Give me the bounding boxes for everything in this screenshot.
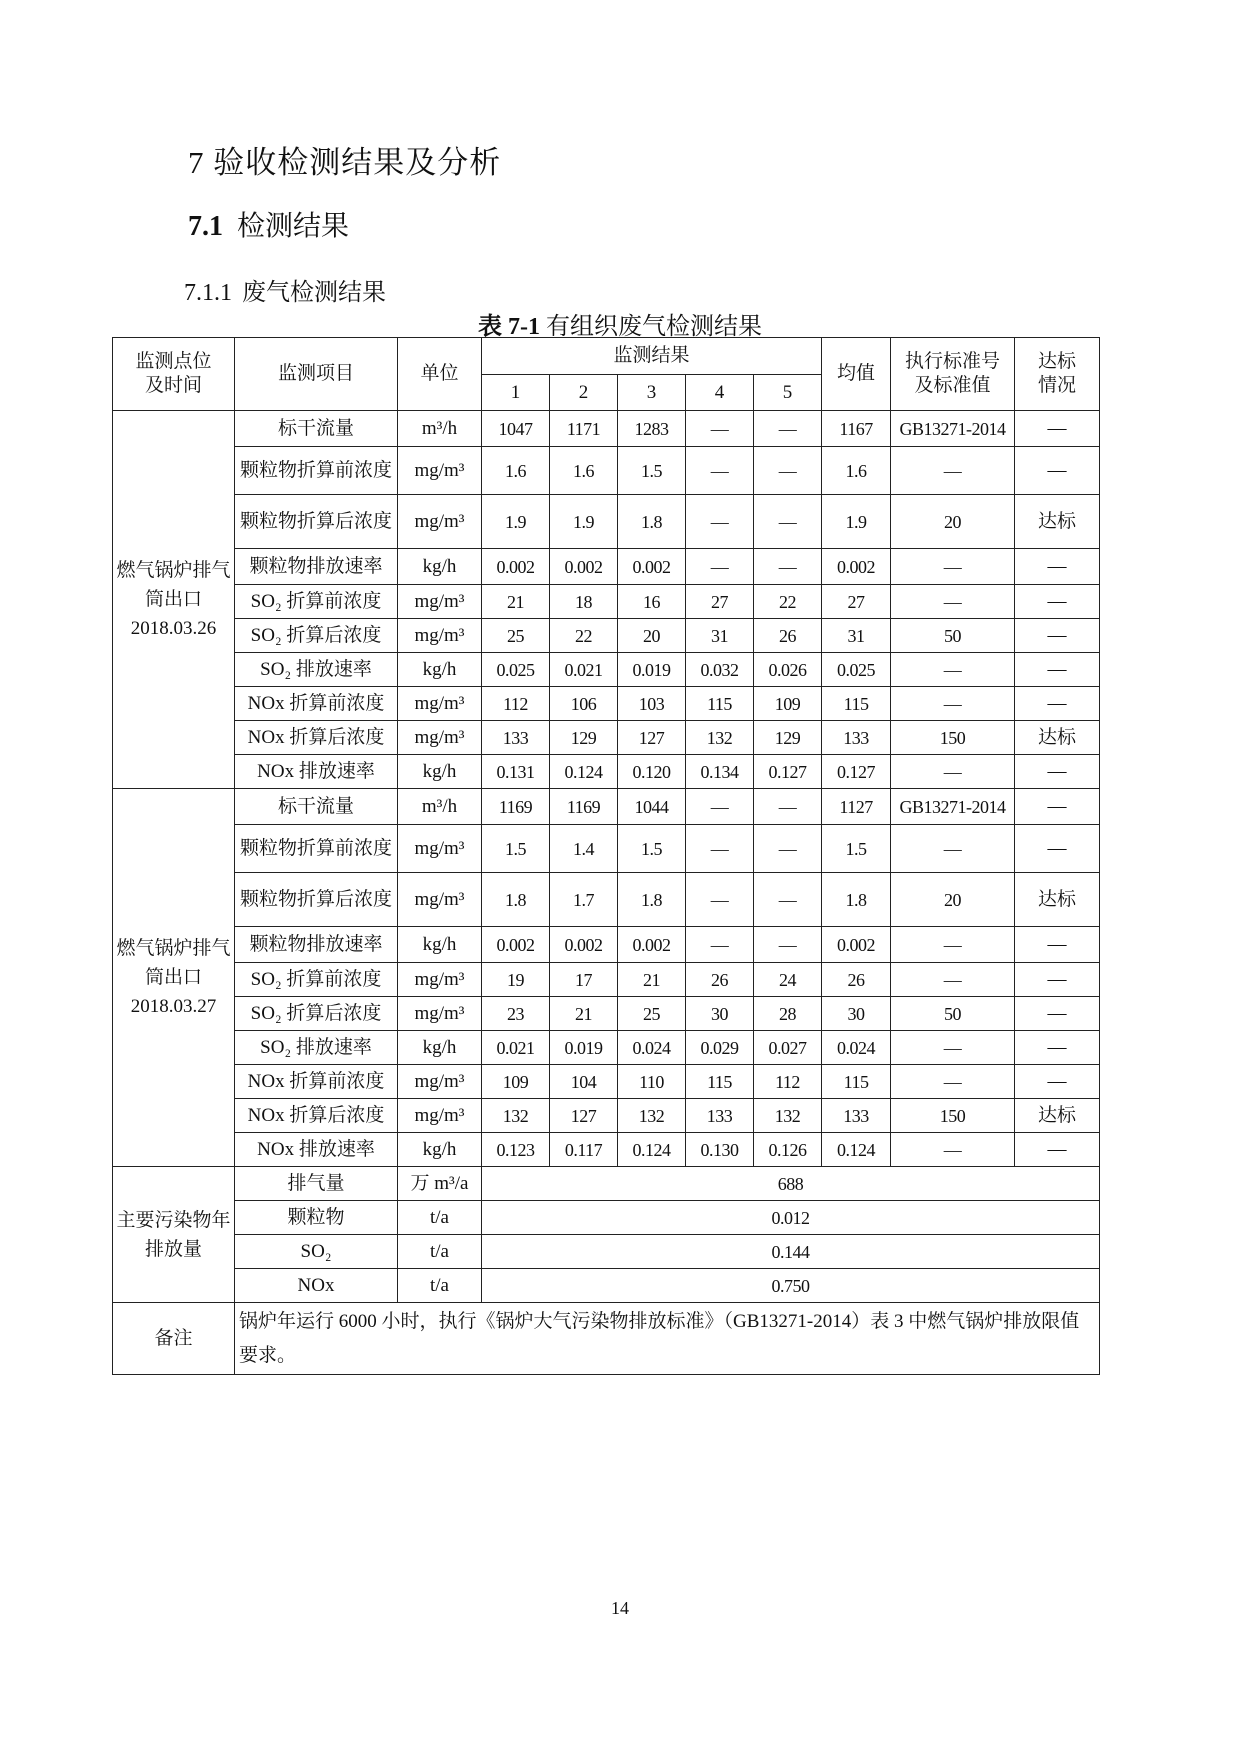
result-cell: 110 [618, 1065, 686, 1099]
result-cell: 0.032 [686, 653, 754, 687]
item-cell: SO₂ 排放速率 [235, 1031, 398, 1065]
result-cell: 0.002 [618, 927, 686, 963]
table-row [113, 411, 1100, 447]
standard-cell: — [891, 549, 1015, 585]
result-cell: 0.002 [482, 927, 550, 963]
header-results: 监测结果 [482, 338, 822, 375]
result-cell: 0.019 [550, 1031, 618, 1065]
header-site-line: 监测点位 [135, 351, 212, 372]
item-cell: NOx 排放速率 [235, 755, 398, 789]
standard-cell: — [891, 963, 1015, 997]
note-row [113, 1303, 1100, 1375]
section-heading [188, 204, 349, 244]
header-item: 监测项目 [235, 338, 398, 411]
mean-cell: 1167 [822, 411, 891, 447]
result-cell: 106 [550, 687, 618, 721]
result-cell: 26 [754, 619, 822, 653]
result-cell: 115 [686, 687, 754, 721]
annual-row [113, 1201, 1100, 1235]
mean-cell: 0.124 [822, 1133, 891, 1167]
status-cell: — [1015, 1031, 1100, 1065]
header-site [113, 338, 235, 411]
result-cell: 19 [482, 963, 550, 997]
result-cell: 0.123 [482, 1133, 550, 1167]
item-cell: NOx 排放速率 [235, 1133, 398, 1167]
unit-cell: mg/m³ [398, 1065, 482, 1099]
result-cell: 25 [618, 997, 686, 1031]
header-status [1015, 338, 1100, 411]
unit-cell: kg/h [398, 927, 482, 963]
table-row [113, 825, 1100, 873]
result-cell: 0.131 [482, 755, 550, 789]
status-cell: 达标 [1015, 495, 1100, 549]
item-cell: 颗粒物排放速率 [235, 549, 398, 585]
unit-cell: mg/m³ [398, 585, 482, 619]
standard-cell: — [891, 447, 1015, 495]
mean-cell: 31 [822, 619, 891, 653]
annual-unit-cell: t/a [398, 1235, 482, 1269]
result-cell: 132 [754, 1099, 822, 1133]
mean-cell: 30 [822, 997, 891, 1031]
status-cell: — [1015, 549, 1100, 585]
result-cell: 1169 [550, 789, 618, 825]
item-cell: SO₂ 排放速率 [235, 653, 398, 687]
unit-cell: kg/h [398, 1133, 482, 1167]
result-cell: 1.9 [482, 495, 550, 549]
annual-value-cell: 0.144 [482, 1235, 1100, 1269]
subsection-heading [184, 272, 386, 307]
result-cell: 27 [686, 585, 754, 619]
unit-cell: mg/m³ [398, 687, 482, 721]
header-status-line: 情况 [1038, 375, 1077, 396]
annual-value-cell: 688 [482, 1167, 1100, 1201]
site-time-cell [113, 789, 235, 1167]
mean-cell: 115 [822, 687, 891, 721]
item-cell: NOx 折算后浓度 [235, 721, 398, 755]
table-caption [0, 306, 1240, 341]
annual-item-cell: NOx [235, 1269, 398, 1303]
result-cell: 0.002 [618, 549, 686, 585]
result-cell: 1044 [618, 789, 686, 825]
item-cell: 颗粒物排放速率 [235, 927, 398, 963]
mean-cell: 1.6 [822, 447, 891, 495]
result-cell: 0.019 [618, 653, 686, 687]
unit-cell: mg/m³ [398, 997, 482, 1031]
standard-cell: — [891, 1133, 1015, 1167]
unit-cell: kg/h [398, 1031, 482, 1065]
table-caption-text: 有组织废气检测结果 [546, 314, 762, 340]
result-cell: 30 [686, 997, 754, 1031]
result-cell: 1171 [550, 411, 618, 447]
mean-cell: 0.002 [822, 927, 891, 963]
status-cell: — [1015, 411, 1100, 447]
status-cell: — [1015, 755, 1100, 789]
header-run: 3 [618, 375, 686, 411]
result-cell: 22 [550, 619, 618, 653]
unit-cell: mg/m³ [398, 721, 482, 755]
emission-results-table [112, 337, 1100, 1375]
result-cell: 0.021 [482, 1031, 550, 1065]
mean-cell: 0.127 [822, 755, 891, 789]
header-run: 1 [482, 375, 550, 411]
result-cell: — [754, 495, 822, 549]
result-cell: 112 [482, 687, 550, 721]
result-cell: 1.6 [482, 447, 550, 495]
result-cell: 129 [754, 721, 822, 755]
table-row [113, 721, 1100, 755]
status-cell: — [1015, 653, 1100, 687]
subsection-title: 废气检测结果 [242, 280, 386, 306]
mean-cell: 133 [822, 1099, 891, 1133]
table-row [113, 963, 1100, 997]
result-cell: 0.120 [618, 755, 686, 789]
annual-row [113, 1269, 1100, 1303]
result-cell: 0.024 [618, 1031, 686, 1065]
table-row [113, 447, 1100, 495]
mean-cell: 1127 [822, 789, 891, 825]
standard-cell: — [891, 755, 1015, 789]
unit-cell: mg/m³ [398, 447, 482, 495]
result-cell: 0.029 [686, 1031, 754, 1065]
section-number: 7.1 [188, 211, 223, 242]
site-time-line: 筒出口 [144, 967, 202, 988]
annual-row [113, 1167, 1100, 1201]
status-cell: — [1015, 585, 1100, 619]
result-cell: 1.6 [550, 447, 618, 495]
result-cell: — [686, 825, 754, 873]
annual-value-cell: 0.750 [482, 1269, 1100, 1303]
item-cell: NOx 折算前浓度 [235, 1065, 398, 1099]
site-time-line: 燃气锅炉排气 [116, 938, 231, 959]
table-row [113, 789, 1100, 825]
header-run: 2 [550, 375, 618, 411]
result-cell: 1169 [482, 789, 550, 825]
result-cell: 0.002 [550, 927, 618, 963]
result-cell: 112 [754, 1065, 822, 1099]
table-caption-number: 表 7-1 [478, 314, 540, 340]
table-row [113, 997, 1100, 1031]
result-cell: 23 [482, 997, 550, 1031]
header-run: 5 [754, 375, 822, 411]
mean-cell: 0.025 [822, 653, 891, 687]
result-cell: 1.8 [618, 873, 686, 927]
annual-value-cell: 0.012 [482, 1201, 1100, 1235]
unit-cell: mg/m³ [398, 619, 482, 653]
result-cell: 1.8 [482, 873, 550, 927]
item-cell: SO₂ 折算后浓度 [235, 619, 398, 653]
standard-cell: GB13271-2014 [891, 789, 1015, 825]
status-cell: 达标 [1015, 873, 1100, 927]
standard-cell: — [891, 585, 1015, 619]
unit-cell: kg/h [398, 653, 482, 687]
result-cell: 0.002 [550, 549, 618, 585]
site-time-line: 筒出口 [144, 589, 202, 610]
unit-cell: mg/m³ [398, 1099, 482, 1133]
result-cell: 28 [754, 997, 822, 1031]
table-row [113, 619, 1100, 653]
status-cell: — [1015, 447, 1100, 495]
result-cell: 18 [550, 585, 618, 619]
result-cell: 1.9 [550, 495, 618, 549]
header-unit: 单位 [398, 338, 482, 411]
unit-cell: kg/h [398, 755, 482, 789]
status-cell: — [1015, 927, 1100, 963]
item-cell: NOx 折算前浓度 [235, 687, 398, 721]
status-cell: — [1015, 825, 1100, 873]
header-run: 4 [686, 375, 754, 411]
result-cell: 1.8 [618, 495, 686, 549]
item-cell: SO₂ 折算前浓度 [235, 585, 398, 619]
site-time-line: 2018.03.26 [130, 618, 217, 639]
mean-cell: 27 [822, 585, 891, 619]
table-row [113, 873, 1100, 927]
result-cell: 1.4 [550, 825, 618, 873]
unit-cell: mg/m³ [398, 963, 482, 997]
table-row [113, 927, 1100, 963]
standard-cell: 150 [891, 721, 1015, 755]
table-row [113, 1031, 1100, 1065]
item-cell: 颗粒物折算后浓度 [235, 495, 398, 549]
mean-cell: 115 [822, 1065, 891, 1099]
status-cell: 达标 [1015, 1099, 1100, 1133]
standard-cell: 150 [891, 1099, 1015, 1133]
standard-cell: — [891, 927, 1015, 963]
result-cell: 1.5 [618, 825, 686, 873]
result-cell: 1.7 [550, 873, 618, 927]
result-cell: 0.026 [754, 653, 822, 687]
result-cell: 127 [618, 721, 686, 755]
result-cell: — [754, 873, 822, 927]
mean-cell: 1.5 [822, 825, 891, 873]
item-cell: 标干流量 [235, 789, 398, 825]
status-cell: — [1015, 619, 1100, 653]
annual-unit-cell: t/a [398, 1269, 482, 1303]
standard-cell: 50 [891, 997, 1015, 1031]
status-cell: — [1015, 1065, 1100, 1099]
table-row [113, 495, 1100, 549]
mean-cell: 1.8 [822, 873, 891, 927]
status-cell: — [1015, 963, 1100, 997]
result-cell: — [754, 447, 822, 495]
header-status-line: 达标 [1038, 351, 1077, 372]
item-cell: SO₂ 折算后浓度 [235, 997, 398, 1031]
standard-cell: — [891, 687, 1015, 721]
result-cell: — [754, 789, 822, 825]
unit-cell: m³/h [398, 411, 482, 447]
table-row [113, 549, 1100, 585]
chapter-heading: 7 验收检测结果及分析 [188, 145, 502, 180]
status-cell: 达标 [1015, 721, 1100, 755]
result-cell: — [754, 411, 822, 447]
result-cell: 0.126 [754, 1133, 822, 1167]
table-row [113, 1099, 1100, 1133]
result-cell: 26 [686, 963, 754, 997]
unit-cell: m³/h [398, 789, 482, 825]
page-number: 14 [611, 1598, 629, 1618]
header-standard-line: 及标准值 [914, 375, 991, 396]
annual-row [113, 1235, 1100, 1269]
mean-cell: 0.024 [822, 1031, 891, 1065]
annual-label-line: 主要污染物年 [116, 1209, 231, 1231]
table-row [113, 653, 1100, 687]
standard-cell: GB13271-2014 [891, 411, 1015, 447]
result-cell: — [754, 927, 822, 963]
result-cell: 17 [550, 963, 618, 997]
result-cell: 104 [550, 1065, 618, 1099]
standard-cell: 20 [891, 495, 1015, 549]
result-cell: — [686, 447, 754, 495]
header-standard [891, 338, 1015, 411]
standard-cell: 20 [891, 873, 1015, 927]
unit-cell: mg/m³ [398, 873, 482, 927]
result-cell: — [754, 549, 822, 585]
note-text-cell: 锅炉年运行 6000 小时，执行《锅炉大气污染物排放标准》（GB13271-2014）表 3 中燃气锅炉排放限值要求。 [235, 1303, 1100, 1375]
result-cell: 0.127 [754, 755, 822, 789]
table-row [113, 687, 1100, 721]
result-cell: — [686, 927, 754, 963]
table-row [113, 1065, 1100, 1099]
result-cell: 132 [686, 721, 754, 755]
result-cell: 1047 [482, 411, 550, 447]
result-cell: — [686, 873, 754, 927]
unit-cell: mg/m³ [398, 825, 482, 873]
result-cell: 21 [618, 963, 686, 997]
result-cell: 133 [482, 721, 550, 755]
header-mean: 均值 [822, 338, 891, 411]
result-cell: 115 [686, 1065, 754, 1099]
result-cell: 0.124 [550, 755, 618, 789]
site-time-cell [113, 411, 235, 789]
standard-cell: — [891, 825, 1015, 873]
subsection-number: 7.1.1 [184, 280, 232, 306]
unit-cell: mg/m³ [398, 495, 482, 549]
header-row [113, 338, 1100, 375]
result-cell: 132 [618, 1099, 686, 1133]
result-cell: 16 [618, 585, 686, 619]
standard-cell: — [891, 1065, 1015, 1099]
annual-item-cell: 排气量 [235, 1167, 398, 1201]
table-row [113, 755, 1100, 789]
result-cell: 0.002 [482, 549, 550, 585]
standard-cell: — [891, 653, 1015, 687]
result-cell: 20 [618, 619, 686, 653]
result-cell: 21 [482, 585, 550, 619]
result-cell: — [686, 789, 754, 825]
section-title: 检测结果 [237, 211, 350, 242]
annual-label-cell [113, 1167, 235, 1303]
header-standard-line: 执行标准号 [905, 351, 1001, 372]
note-label-cell: 备注 [113, 1303, 235, 1375]
annual-label-line: 排放量 [144, 1238, 202, 1260]
result-cell: 0.130 [686, 1133, 754, 1167]
item-cell: 颗粒物折算前浓度 [235, 447, 398, 495]
result-cell: 0.117 [550, 1133, 618, 1167]
result-cell: 103 [618, 687, 686, 721]
result-cell: 0.124 [618, 1133, 686, 1167]
status-cell: — [1015, 1133, 1100, 1167]
site-time-line: 燃气锅炉排气 [116, 560, 231, 581]
result-cell: 1.5 [618, 447, 686, 495]
result-cell: — [686, 549, 754, 585]
result-cell: 31 [686, 619, 754, 653]
status-cell: — [1015, 997, 1100, 1031]
standard-cell: — [891, 1031, 1015, 1065]
mean-cell: 1.9 [822, 495, 891, 549]
result-cell: 21 [550, 997, 618, 1031]
result-cell: — [686, 411, 754, 447]
status-cell: — [1015, 789, 1100, 825]
result-cell: 0.021 [550, 653, 618, 687]
table-row [113, 585, 1100, 619]
table-row [113, 1133, 1100, 1167]
result-cell: — [754, 825, 822, 873]
result-cell: 0.027 [754, 1031, 822, 1065]
item-cell: NOx 折算后浓度 [235, 1099, 398, 1133]
result-cell: 133 [686, 1099, 754, 1133]
item-cell: 颗粒物折算前浓度 [235, 825, 398, 873]
result-cell: 0.134 [686, 755, 754, 789]
result-cell: 24 [754, 963, 822, 997]
item-cell: 颗粒物折算后浓度 [235, 873, 398, 927]
result-cell: 22 [754, 585, 822, 619]
result-cell: — [686, 495, 754, 549]
site-time-line: 2018.03.27 [130, 996, 217, 1017]
mean-cell: 133 [822, 721, 891, 755]
unit-cell: kg/h [398, 549, 482, 585]
result-cell: 129 [550, 721, 618, 755]
result-cell: 1.5 [482, 825, 550, 873]
result-cell: 0.025 [482, 653, 550, 687]
annual-unit-cell: 万 m³/a [398, 1167, 482, 1201]
result-cell: 1283 [618, 411, 686, 447]
result-cell: 109 [754, 687, 822, 721]
annual-unit-cell: t/a [398, 1201, 482, 1235]
result-cell: 25 [482, 619, 550, 653]
status-cell: — [1015, 687, 1100, 721]
annual-item-cell: 颗粒物 [235, 1201, 398, 1235]
header-site-line: 及时间 [144, 375, 202, 396]
mean-cell: 26 [822, 963, 891, 997]
result-cell: 127 [550, 1099, 618, 1133]
mean-cell: 0.002 [822, 549, 891, 585]
annual-item-cell: SO₂ [235, 1235, 398, 1269]
result-cell: 132 [482, 1099, 550, 1133]
standard-cell: 50 [891, 619, 1015, 653]
item-cell: 标干流量 [235, 411, 398, 447]
result-cell: 109 [482, 1065, 550, 1099]
item-cell: SO₂ 折算前浓度 [235, 963, 398, 997]
